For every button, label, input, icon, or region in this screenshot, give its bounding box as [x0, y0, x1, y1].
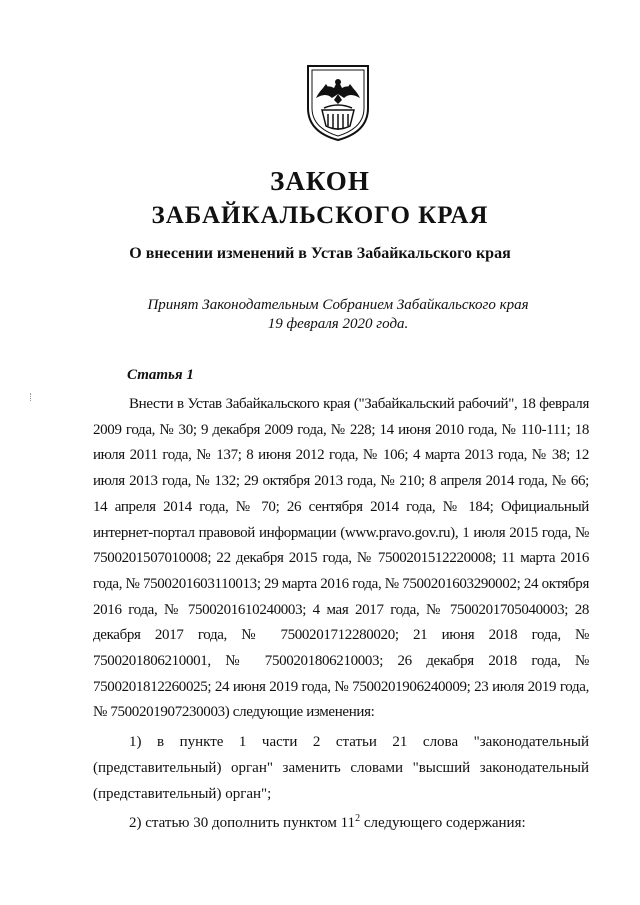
law-subject: О внесении изменений в Устав Забайкальского края [129, 245, 511, 262]
article-heading: Статья 1 [127, 367, 194, 383]
coat-of-arms-icon [302, 62, 374, 142]
law-title: ЗАКОН [270, 166, 370, 196]
article-intro-paragraph: Внести в Устав Забайкальского края ("Забайкальский рабочий", 18 февраля 2009 года, № 30; 9 декабря 2009 года, № 228; 14 июня 2010 года, № 110-111; 18 июля 2011 года, № 137; 8 июня 2012 года, № 106; 4 марта 2013 года, № 38; 12 июля 2013 года, № 132; 29 октября 2013 года, № 210; 8 апреля 2014 года, № 66; 14 апреля 2014 года, № 70; 26 сентября 2014 года, № 184; Официальный интернет-портал правовой информации (www.pravo.gov.ru), 1 июля 2015 года, № 7500201507010008; 22 декабря 2015 года, № 7500201512220008; 11 марта 2016 года, № 7500201603110013; 29 марта 2016 года, № 7500201603290002; 24 октября 2016 года, № 7500201610240003; 4 мая 2017 года, № 7500201705040003; 28 декабря 2017 года, № 7500201712280020; 21 июня 2018 года, № 7500201806210001, № 7500201806210003; 26 декабря 2018 года, № 7500201812260025; 24 июня 2019 года, № 7500201906240009; 23 июля 2019 года, № 7500201907230003) следующие изменения: [93, 396, 589, 721]
item-2-superscript: 2 [355, 813, 361, 825]
adoption-line-2: 19 февраля 2020 года. [267, 316, 409, 332]
article-body [93, 392, 589, 837]
article-item-2 [93, 811, 589, 837]
article-item-1: 1) в пункте 1 части 2 статьи 21 слова "законодательный (представительный) орган" заменить словами "высший законодательный (представительный) орган"; [93, 734, 589, 802]
adoption-note [0, 296, 640, 334]
adoption-line-1: Принят Законодательным Собранием Забайкальского края [147, 297, 529, 313]
region-title: ЗАБАЙКАЛЬСКОГО КРАЯ [151, 202, 489, 229]
item-2-prefix: 2) статью 30 дополнить пунктом 11 [129, 815, 356, 832]
margin-mark [30, 393, 33, 401]
item-2-suffix: следующего содержания: [360, 815, 526, 832]
